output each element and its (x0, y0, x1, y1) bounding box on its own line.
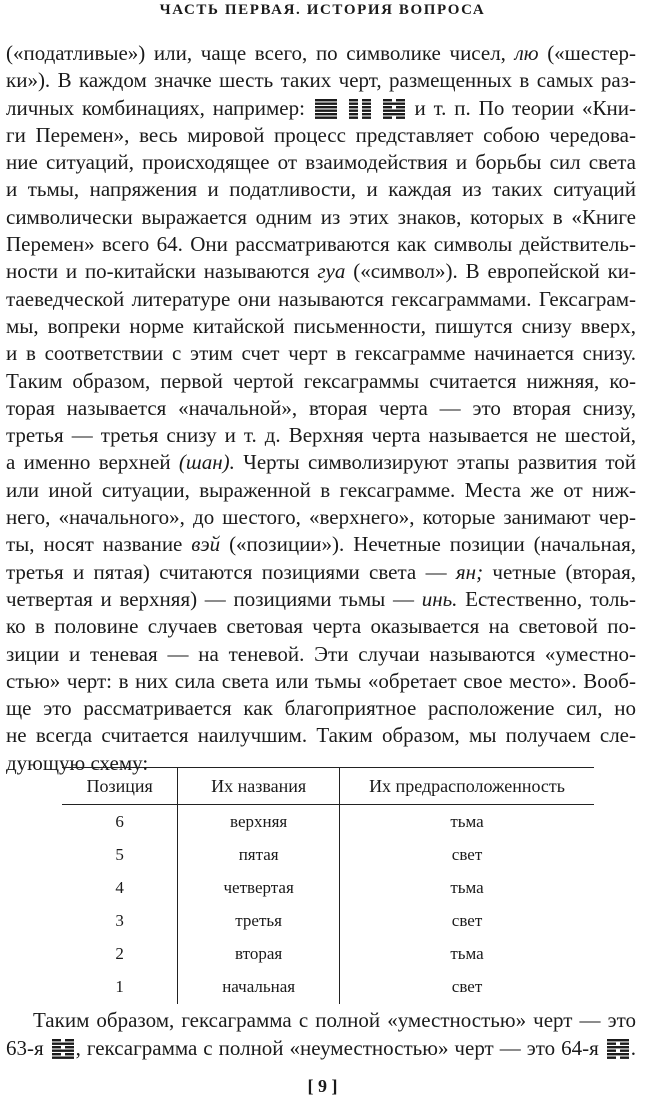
text-line: и в соответствии с этим счет черт в гексаграмме начинается снизу. (6, 341, 636, 366)
text-line: ще это рассматривается как благоприятное расположение сил, но (6, 696, 636, 721)
position-cell: 6 (62, 805, 178, 839)
disposition-cell: тьма (450, 943, 484, 963)
position-cell: 5 (62, 838, 178, 871)
hexagram-qian-icon (315, 99, 337, 119)
position-cell: 1 (62, 970, 178, 1004)
text-line: ги Перемен», весь мировой процесс представляет собою чередова- (6, 122, 636, 147)
position-cell: 3 (62, 904, 178, 937)
disposition-cell: тьма (450, 811, 484, 831)
text-line: символически выражается одним из этих знаков, которых в «Книге (6, 204, 636, 229)
text-line: таеведческой литературе они называются гексаграммами. Гексаграм- (6, 286, 636, 311)
position-cell: 4 (62, 871, 178, 904)
disposition-cell: тьма (450, 877, 484, 897)
table-row (62, 838, 594, 871)
column-header: Их предрасположенность (340, 768, 594, 805)
name-cell: начальная (178, 970, 340, 1004)
conclusion-text (6, 1006, 637, 1062)
text-line: третья и пятая) считаются позициями света — ян; четные (вторая, (6, 559, 636, 584)
hexagram-64-icon (607, 1039, 629, 1059)
table-row (62, 904, 594, 937)
table-row (62, 937, 594, 970)
text-line: него, «начального», до шестого, «верхнего», которые занимают чер- (6, 505, 636, 530)
page-number: [ 9 ] (307, 1076, 338, 1096)
name-cell: четвертая (178, 871, 340, 904)
main-text (6, 40, 636, 777)
disposition-cell: свет (451, 844, 483, 864)
text-line: четвертая и верхняя) — позициями тьмы — инь. Естественно, толь- (6, 586, 637, 611)
text-line: 63-я , гексаграмма с полной «неуместностью» черт — это 64-я . (6, 1036, 637, 1060)
position-cell: 2 (62, 937, 178, 970)
text-line: и тьмы, напряжения и податливости, и каждая из таких ситуаций (6, 177, 636, 202)
table-row (62, 805, 594, 839)
text-line: личных комбинациях, например: и т. п. По теории «Кни- (6, 95, 637, 120)
hexagram-mixed-icon (383, 99, 405, 119)
column-header: Их названия (178, 768, 340, 805)
text-line: ки»). В каждом значке шесть таких черт, размещенных в самых раз- (6, 68, 636, 93)
text-line: торая называется «начальной», вторая черта — это вторая снизу, (6, 395, 636, 420)
hexagram-kun-icon (349, 99, 371, 119)
text-line: а именно верхней (шан). Черты символизируют этапы развития той (6, 450, 636, 475)
text-line: или иной ситуации, выраженной в гексаграмме. Места же от ниж- (6, 477, 636, 502)
table-row (62, 871, 594, 904)
disposition-cell: свет (451, 977, 483, 996)
text-line: третья — третья снизу и т. д. Верхняя черта называется не шестой, (6, 423, 636, 448)
text-line: ты, носят название вэй («позиции»). Нечетные позиции (начальная, (6, 532, 636, 557)
text-line: Перемен» всего 64. Они рассматриваются как символы действитель- (6, 232, 636, 257)
disposition-cell: свет (451, 910, 483, 930)
text-line: зиции и теневая — на теневой. Эти случаи называются «уместно- (6, 641, 636, 666)
text-line: ко в половине случаев световая черта оказывается на световой по- (6, 614, 636, 639)
text-line: мы, вопреки норме китайской письменности, пишутся снизу вверх, (6, 313, 636, 338)
text-line: не всегда считается наилучшим. Таким образом, мы получаем сле- (6, 723, 636, 748)
name-cell: вторая (178, 937, 340, 970)
text-line: («податливые») или, чаще всего, по символике чисел, лю («шестер- (6, 41, 637, 65)
text-line: Таким образом, первой чертой гексаграммы считается нижняя, ко- (6, 368, 636, 393)
column-header: Позиция (62, 768, 178, 805)
text-line: ности и по-китайски называются гуа («символ»). В европейской ки- (6, 259, 637, 284)
positions-table (62, 767, 594, 1004)
text-line: Таким образом, гексаграмма с полной «уместностью» черт — это (33, 1008, 636, 1032)
table-row (62, 970, 594, 1004)
hexagram-63-icon (52, 1039, 74, 1059)
name-cell: верхняя (178, 805, 340, 839)
running-header: ЧАСТЬ ПЕРВАЯ. ИСТОРИЯ ВОПРОСА (159, 2, 486, 18)
name-cell: третья (178, 904, 340, 937)
text-line: ние ситуаций, происходящее от взаимодействия и борьбы сил света (6, 150, 636, 175)
text-line: дующую схему: (6, 750, 149, 775)
name-cell: пятая (178, 838, 340, 871)
text-line: стью» черт: в них сила света или тьмы «обретает свое место». Вооб- (6, 668, 636, 693)
table-header-row (62, 768, 594, 805)
